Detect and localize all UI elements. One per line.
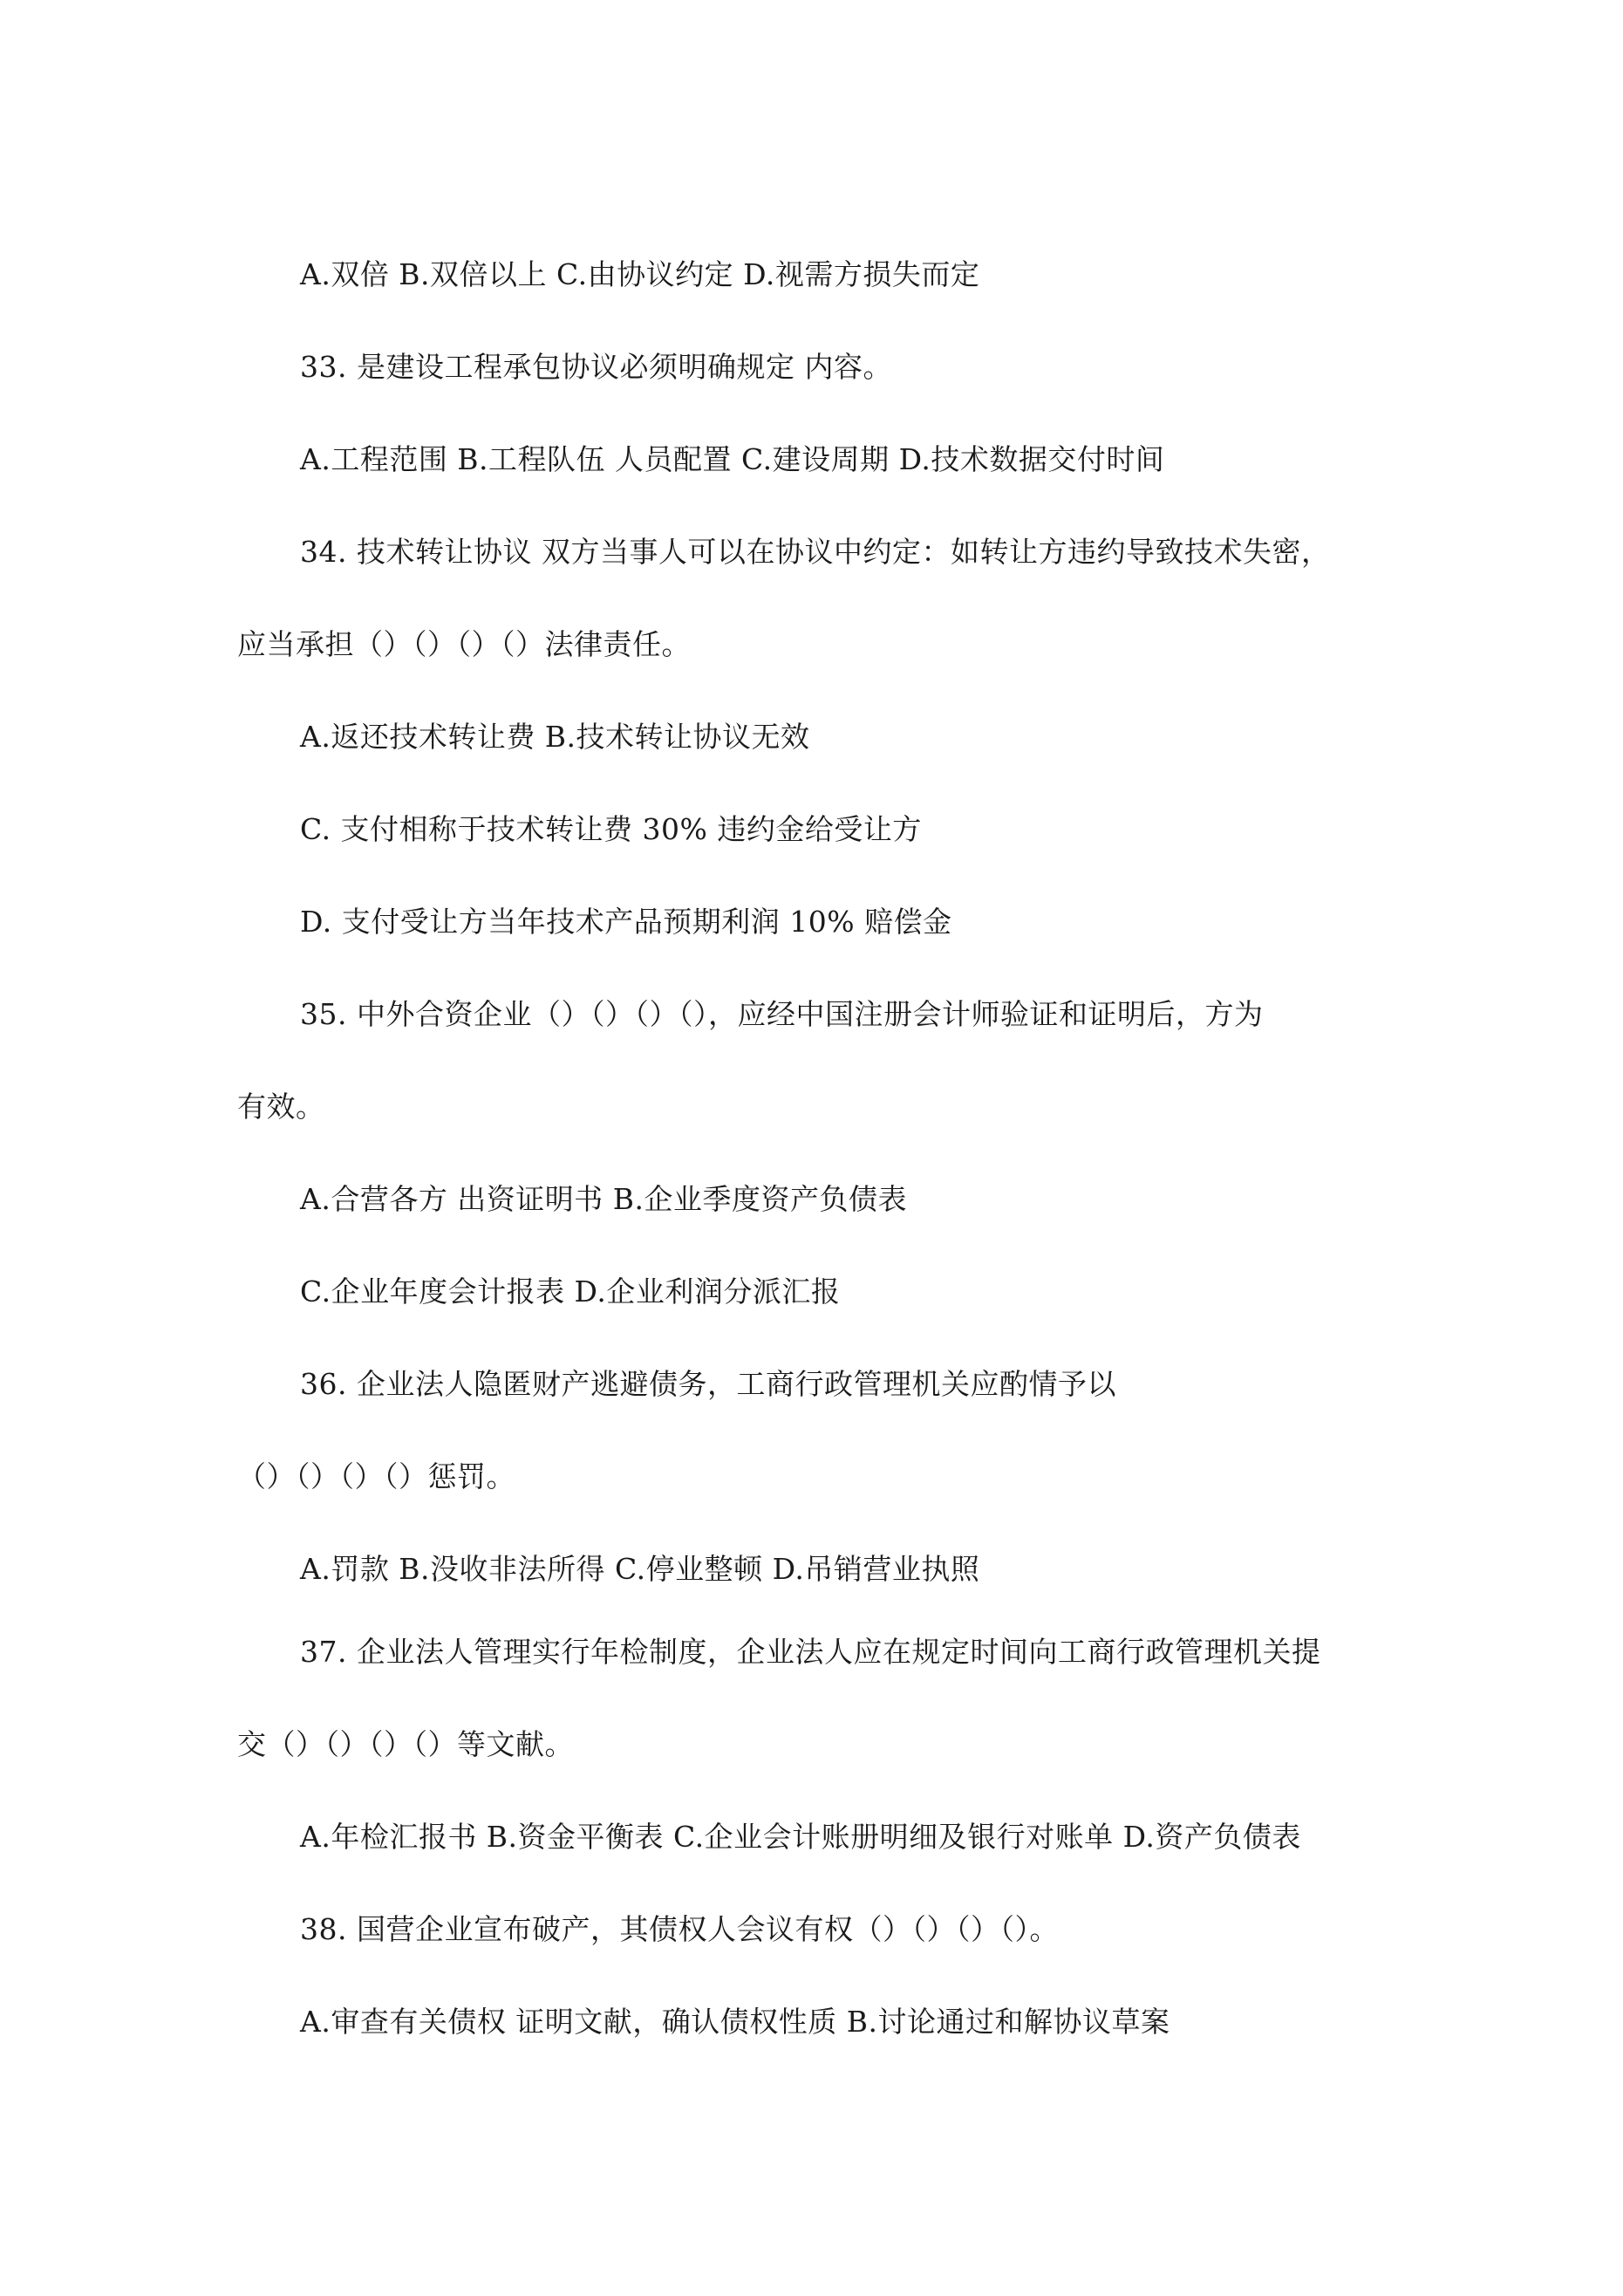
option-line-q35-cd: C.企业年度会计报表 D.企业利润分派汇报 <box>300 1274 841 1309</box>
option-line-q38-ab: A.审查有关债权 证明文献，确认债权性质 B.讨论通过和解协议草案 <box>300 2005 1170 2039</box>
option-line-q37: A.年检汇报书 B.资金平衡表 C.企业会计账册明细及银行对账单 D.资产负债表 <box>300 1820 1301 1854</box>
option-line-q34-ab: A.返还技术转让费 B.技术转让协议无效 <box>300 720 810 754</box>
option-line-q34-c: C. 支付相称于技术转让费 30% 违约金给受让方 <box>300 812 922 846</box>
option-line-q33: A.工程范围 B.工程队伍 人员配置 C.建设周期 D.技术数据交付时间 <box>300 442 1165 476</box>
question-34-cont: 应当承担（）（）（）（）法律责任。 <box>237 627 691 661</box>
question-34: 34. 技术转让协议 双方当事人可以在协议中约定：如转让方违约导致技术失密， <box>300 535 1331 569</box>
question-35: 35. 中外合资企业（）（）（）（），应经中国注册会计师验证和证明后，方为 <box>300 997 1264 1031</box>
question-33: 33. 是建设工程承包协议必须明确规定 内容。 <box>300 350 892 384</box>
option-line-q36: A.罚款 B.没收非法所得 C.停业整顿 D.吊销营业执照 <box>300 1552 980 1586</box>
question-37: 37. 企业法人管理实行年检制度，企业法人应在规定时间向工商行政管理机关提 <box>300 1635 1321 1669</box>
question-36: 36. 企业法人隐匿财产逃避债务，工商行政管理机关应酌情予以 <box>300 1367 1116 1401</box>
option-line-q32: A.双倍 B.双倍以上 C.由协议约定 D.视需方损失而定 <box>300 257 980 291</box>
option-line-q35-ab: A.合营各方 出资证明书 B.企业季度资产负债表 <box>300 1182 908 1216</box>
question-38: 38. 国营企业宣布破产，其债权人会议有权（）（）（）（）。 <box>300 1912 1059 1946</box>
question-36-cont: （）（）（）（）惩罚。 <box>237 1459 515 1493</box>
option-line-q34-d: D. 支付受让方当年技术产品预期利润 10% 赔偿金 <box>300 905 952 939</box>
question-35-cont: 有效。 <box>237 1090 325 1124</box>
question-37-cont: 交（）（）（）（）等文献。 <box>237 1727 574 1761</box>
